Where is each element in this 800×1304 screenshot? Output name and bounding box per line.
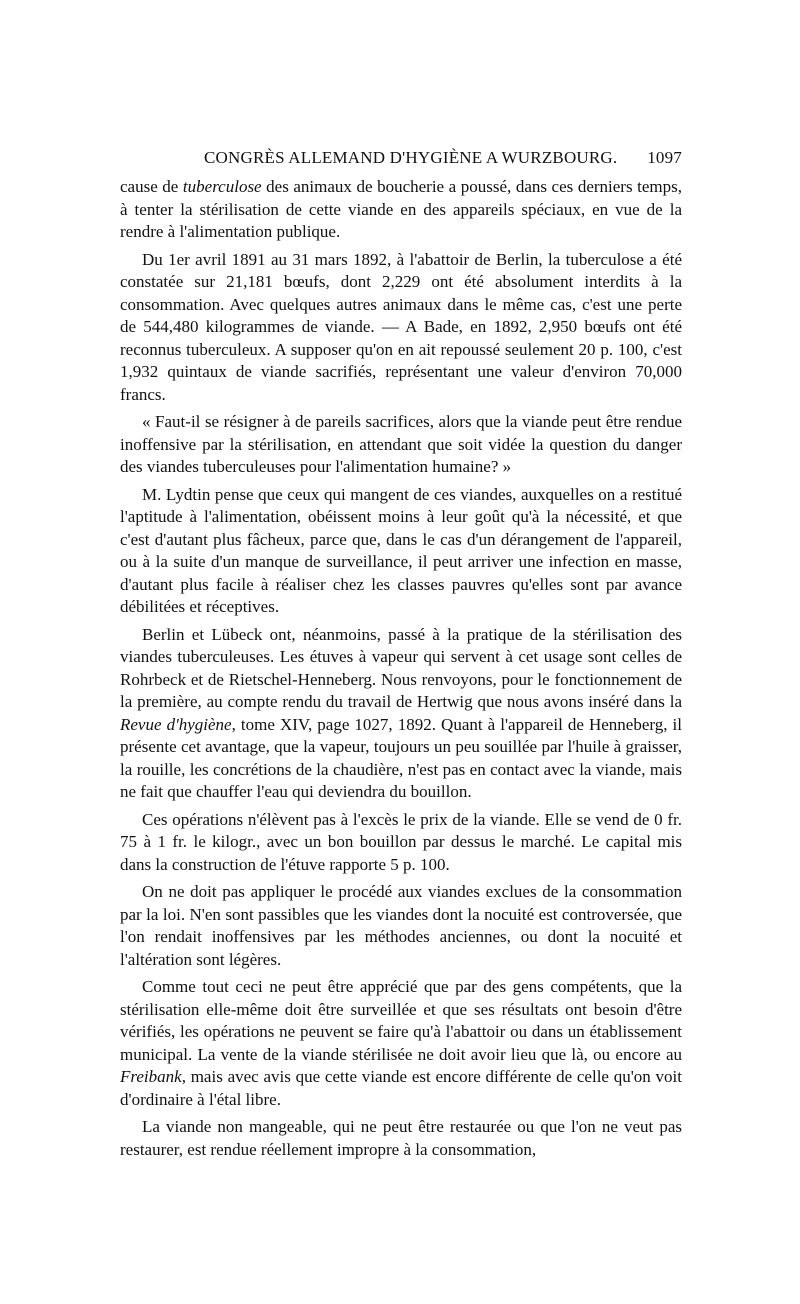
paragraph: Comme tout ceci ne peut être apprécié que par des gens compétents, que la stérilisation elle-même doit être surveillée et que ses résultats ont besoin d'être vérifiés, les opérations ne peuvent se faire qu'à l'abattoir ou dans un établissement municipal. La vente de la viande stérilisée ne doit avoir lieu que là, ou encore au Freibank, mais avec avis que cette viande est encore différente de celle qu'on voit d'ordinaire à l'étal libre.	[120, 977, 682, 1109]
paragraph: M. Lydtin pense que ceux qui mangent de ces viandes, auxquelles on a restitué l'aptitude à l'alimentation, obéissent moins à leur goût qu'à la nécessité, et que c'est d'autant plus fâcheux, parce que, dans le cas d'un dérangement de l'appareil, ou à la suite d'un manque de surveillance, il peut arriver une infection en masse, d'autant plus facile à réaliser chez les classes pauvres qu'elles sont par avance débilitées et réceptives.	[120, 484, 682, 616]
paragraph: cause de tuberculose des animaux de boucherie a poussé, dans ces derniers temps, à tenter la stérilisation de cette viande en des appareils spéciaux, en vue de la rendre à l'alimentation publique.	[120, 177, 682, 241]
paragraph: Berlin et Lübeck ont, néanmoins, passé à la pratique de la stérilisation des viandes tuberculeuses. Les étuves à vapeur qui servent à cet usage sont celles de Rohrbeck et de Rietschel-Henneberg. Nous renvoyons, pour le fonctionnement de la première, au compte rendu du travail de Hertwig que nous avons inséré dans la Revue d'hygiène, tome XIV, page 1027, 1892. Quant à l'appareil de Henneberg, il présente cet avantage, que la vapeur, toujours un peu souillée par l'huile à graisser, la rouille, les concrétions de la chaudière, n'est pas en contact avec la viande, mais ne fait que chauffer l'eau qui deviendra du bouillon.	[120, 624, 682, 801]
paragraph: Ces opérations n'élèvent pas à l'excès le prix de la viande. Elle se vend de 0 fr. 75 à 1 fr. le kilogr., avec un bon bouillon par dessus le marché. Le capital mis dans la construction de l'étuve rapporte 5 p. 100.	[120, 809, 682, 874]
paragraph: On ne doit pas appliquer le procédé aux viandes exclues de la consommation par la loi. N'en sont passibles que les viandes dont la nocuité est controversée, que l'on rendait inoffensives par les méthodes anciennes, ou dont la nocuité et l'altération sont légères.	[120, 882, 682, 969]
paragraph: La viande non mangeable, qui ne peut être restaurée ou que l'on ne veut pas restaurer, est rendue réellement impropre à la consommation,	[120, 1117, 682, 1159]
body-text	[120, 176, 682, 1166]
paragraph: « Faut-il se résigner à de pareils sacrifices, alors que la viande peut être rendue inoffensive par la stérilisation, en attendant que soit vidée la question du danger des viandes tuberculeuses pour l'alimentation humaine? »	[120, 412, 682, 476]
paragraph: Du 1er avril 1891 au 31 mars 1892, à l'abattoir de Berlin, la tuberculose a été constatée sur 21,181 bœufs, dont 2,229 ont été absolument interdits à la consommation. Avec quelques autres animaux dans le même cas, c'est une perte de 544,480 kilogrammes de viande. — A Bade, en 1892, 2,950 bœufs ont été reconnus tuberculeux. A supposer qu'on en ait repoussé seulement 20 p. 100, c'est 1,932 quintaux de viande sacrifiés, représentant une valeur d'environ 70,000 francs.	[120, 249, 682, 404]
header-title: CONGRÈS ALLEMAND D'HYGIÈNE A WURZBOURG.	[204, 148, 618, 167]
page-number: 1097	[647, 148, 682, 167]
running-header	[120, 148, 682, 172]
